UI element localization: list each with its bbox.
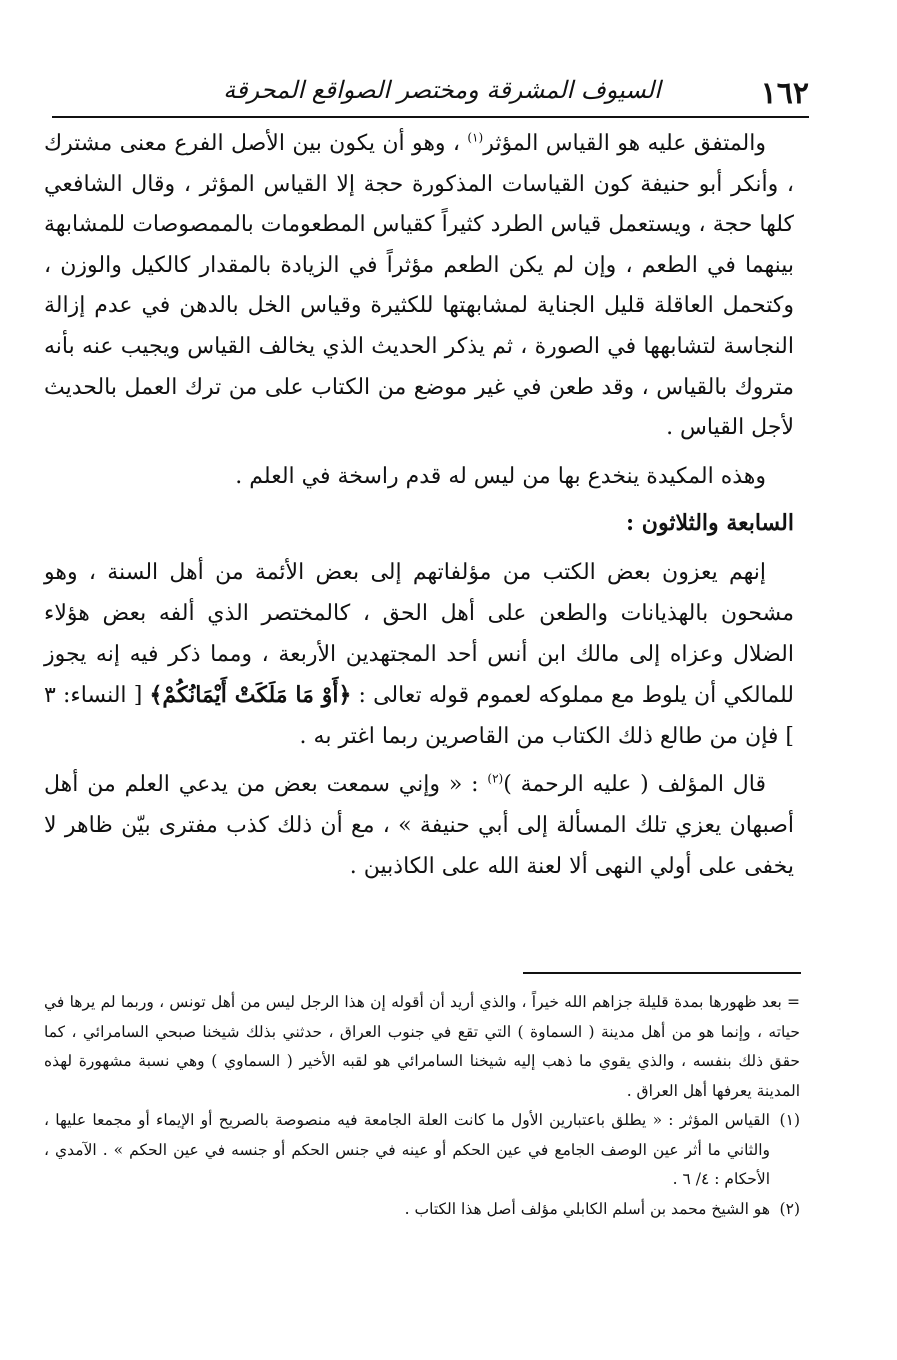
footnote-continuation: = بعد ظهورها بمدة قليلة جزاهم الله خيراً ، والذي أريد أن أقوله إن هذا الرجل ليس من أهل تونس ، وربما لم يرها في حياته ، وإنما هو من أهل مدينة ( السماوة ) التي تقع في جنوب العراق ، حدثني بذلك شيخنا صبحي السامرائي ، كما حقق ذلك بنفسه ، والذي يقوي ما ذهب إليه شيخنا السامرائي هو لقبه الأخير ( السماوي ) وهي نسبة مشهورة لهذه المدينة يعرفها أهل العراق .: [44, 993, 800, 1100]
footnote-ref-1: (١): [467, 130, 484, 145]
page-number: ١٦٢: [760, 76, 809, 111]
running-title: السيوف المشرقة ومختصر الصواقع المحرقة: [223, 76, 661, 104]
paragraph-1-start: والمتفق عليه هو القياس المؤثر: [483, 131, 766, 156]
paragraph-3-start: إنهم يعزون بعض الكتب من مؤلفاتهم إلى بعض الأئمة من أهل السنة ، وهو مشحون بالهذيانات والطعن على أهل الحق ، كالمختصر الذي ألفه بعض هؤلاء الضلال وعزاه إلى مالك ابن أنس أحد المجتهدين الأربعة ، ومما ذكر فيه إنه يجوز للمالكي أن يلوط مع مملوكه لعموم قوله تعالى :: [44, 560, 795, 709]
paragraph-2: وهذه المكيدة ينخدع بها من ليس له قدم راسخة في العلم .: [235, 463, 766, 489]
footnotes: [44, 988, 800, 1224]
footnote-1-text: القياس المؤثر : « يطلق باعتبارين الأول ما كانت العلة الجامعة فيه منصوصة بالصريح أو الإيماء أو مجمعا عليها ، والثاني ما أثر عين الوصف الجامع في عين الحكم أو عينه في جنس الحكم أو جنسه في عين الحكم » . الآمدي ، الأحكام : ٤/ ٦ .: [44, 1111, 770, 1188]
section-heading: السابعة والثلاثون :: [626, 510, 794, 537]
footnote-1-number: (١): [779, 1111, 800, 1129]
header-rule: [52, 116, 809, 118]
footnote-1: [44, 1106, 800, 1195]
paragraph-3: [44, 553, 794, 757]
paragraph-4: [44, 765, 794, 887]
paragraph-3-rest: [ النساء: ٣ ] فإن من طالع ذلك الكتاب من القاصرين ربما اغتر به .: [44, 683, 794, 749]
footnote-ref-2: (٢): [487, 771, 504, 786]
footnote-2-text: هو الشيخ محمد بن أسلم الكابلي مؤلف أصل هذا الكتاب .: [404, 1199, 770, 1218]
main-text: [44, 124, 794, 887]
paragraph-4-start: قال المؤلف ( عليه الرحمة ): [503, 772, 767, 798]
paragraph-4-rest: : « وإني سمعت بعض من يدعي العلم من أهل أصبهان يعزي تلك المسألة إلى أبي حنيفة » ، مع أن ذلك كذب مفترى بيّن ظاهر لا يخفى على أولي النهى ألا لعنة الله على الكاذبين .: [44, 772, 794, 879]
quran-verse: ﴿أَوْ مَا مَلَكَتْ أَيْمَانُكُمْ﴾: [149, 682, 352, 709]
paragraph-1: [44, 124, 794, 449]
footnote-2: [44, 1195, 800, 1225]
page-header: [52, 72, 809, 118]
footnote-2-number: (٢): [779, 1199, 800, 1218]
footnote-divider: [523, 972, 801, 974]
paragraph-1-rest: ، وهو أن يكون بين الأصل الفرع معنى مشترك ، وأنكر أبو حنيفة كون القياسات المذكورة حجة إلا القياس المؤثر ، وقال الشافعي كلها حجة ، ويستعمل قياس الطرد كثيراً كقياس المطعومات بالممصوصات للمشابهة بينهما في الطعم ، وإن لم يكن الطعم مؤثراً في الزيادة بالمقدار كالكيل والوزن ، وكتحمل العاقلة قليل الجناية لمشابهتها للكثيرة وقياس الخل بالدهن في عدم إزالة النجاسة لتشابهها في الصورة ، ثم يذكر الحديث الذي يخالف القياس ويجيب عنه بأنه متروك بالقياس ، وقد طعن في غير موضع من الكتاب على من ترك العمل بالحديث لأجل القياس .: [44, 131, 794, 441]
